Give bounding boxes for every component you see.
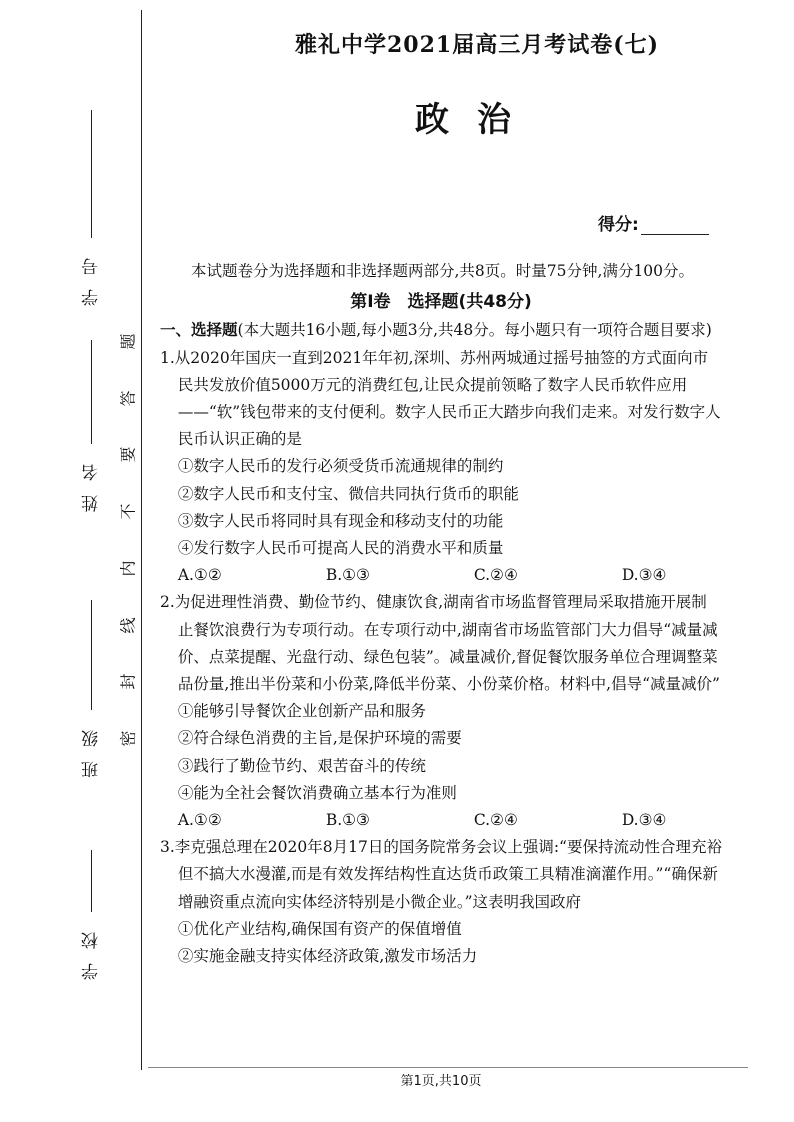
name-label: 姓名 — [81, 450, 102, 512]
section-title: 第Ⅰ卷 选择题(共48分) — [350, 292, 532, 313]
warning-char: 内 — [118, 560, 138, 577]
answer-choices — [160, 562, 722, 589]
intro-paragraph: 本试题卷分为选择题和非选择题两部分,共8页。时量75分钟,满分100分。 — [191, 262, 695, 280]
no-answer-warning — [114, 330, 140, 750]
statement-option: ③数字人民币将同时具有现金和移动支付的功能 — [177, 511, 504, 530]
score-box — [598, 210, 709, 235]
statement-option: ④发行数字人民币可提高人民的消费水平和质量 — [177, 539, 504, 558]
statement-option: ①优化产业结构,确保国有资产的保值增值 — [177, 919, 462, 938]
question-3 — [160, 834, 722, 970]
answer-a[interactable]: A.①② — [177, 566, 222, 585]
warning-char: 要 — [118, 446, 138, 463]
page-number: 第1页,共10页 — [400, 1074, 482, 1089]
part-heading — [160, 316, 722, 344]
statement-option: ②符合绿色消费的主旨,是保护环境的需要 — [177, 729, 462, 748]
warning-char: 封 — [118, 673, 138, 690]
warning-char: 线 — [118, 617, 138, 634]
exam-title: 雅礼中学2021届高三月考试卷(七) — [294, 32, 660, 58]
score-label: 得分: — [598, 215, 639, 235]
answer-d[interactable]: D.③④ — [621, 811, 667, 830]
name-field — [78, 340, 104, 518]
score-blank[interactable] — [641, 217, 709, 235]
answer-d[interactable]: D.③④ — [621, 566, 667, 585]
seal-line — [141, 10, 142, 1070]
binding-margin — [0, 0, 150, 1122]
student-id-label: 学号 — [81, 244, 102, 306]
answer-b[interactable]: B.①③ — [325, 811, 370, 830]
class-line[interactable] — [91, 600, 92, 710]
answer-a[interactable]: A.①② — [177, 811, 222, 830]
school-field — [78, 850, 104, 986]
subject-title: 政治 — [415, 100, 539, 140]
answer-c[interactable]: C.②④ — [473, 811, 518, 830]
statement-option: ②数字人民币和支付宝、微信共同执行货币的职能 — [177, 484, 519, 503]
warning-char: 不 — [118, 503, 138, 520]
school-label: 学校 — [81, 918, 102, 980]
warning-char: 密 — [118, 730, 138, 747]
warning-char: 答 — [118, 390, 138, 407]
statement-option: ①数字人民币的发行必须受货币流通规律的制约 — [177, 457, 504, 476]
student-id-line[interactable] — [91, 110, 92, 238]
answer-c[interactable]: C.②④ — [473, 566, 518, 585]
warning-char: 题 — [118, 333, 138, 350]
statement-option: ③践行了勤俭节约、艰苦奋斗的传统 — [177, 756, 426, 775]
question-stem: 3.李克强总理在2020年8月17日的国务院常务会议上强调:“要保持流动性合理充裕但不搞大水漫灌,而是有效发挥结构性直达货币政策工具精准滴灌作用。”“确保新增融资重点流向实体经济特别是小微企业。”这表明我国政府 — [160, 838, 722, 911]
answer-choices — [160, 807, 722, 834]
school-line[interactable] — [91, 850, 92, 912]
statement-option: ①能够引导餐饮企业创新产品和服务 — [177, 702, 426, 721]
class-label: 班级 — [81, 716, 102, 778]
question-1 — [160, 345, 722, 590]
footer-rule — [148, 1067, 748, 1068]
part-note: (本大题共16小题,每小题3分,共48分。每小题只有一项符合题目要求) — [237, 321, 712, 340]
part-label: 一、选择题 — [160, 320, 238, 340]
student-id-field — [78, 110, 104, 312]
question-stem: 1.从2020年国庆一直到2021年年初,深圳、苏州两城通过摇号抽签的方式面向市民共发放价值5000万元的消费红包,让民众提前领略了数字人民币软件应用——“软”钱包带来的支付便利。数字人民币正大踏步向我们走来。对发行数字人民币认识正确的是 — [160, 348, 721, 449]
statement-option: ②实施金融支持实体经济政策,激发市场活力 — [177, 947, 478, 966]
exam-content — [160, 258, 722, 970]
question-2 — [160, 589, 722, 834]
statement-option: ④能为全社会餐饮消费确立基本行为准则 — [177, 783, 457, 802]
class-field — [78, 600, 104, 784]
answer-b[interactable]: B.①③ — [325, 566, 370, 585]
name-line[interactable] — [91, 340, 92, 444]
question-stem: 2.为促进理性消费、勤俭节约、健康饮食,湖南省市场监督管理局采取措施开展制止餐饮浪费行为专项行动。在专项行动中,湖南省市场监管部门大力倡导“减量减价、点菜提醒、光盘行动、绿色包装”。减量减价,督促餐饮服务单位合理调整菜品份量,推出半份菜和小份菜,降低半份菜、小份菜价格。材料中,倡导“减量减价” — [160, 593, 720, 694]
